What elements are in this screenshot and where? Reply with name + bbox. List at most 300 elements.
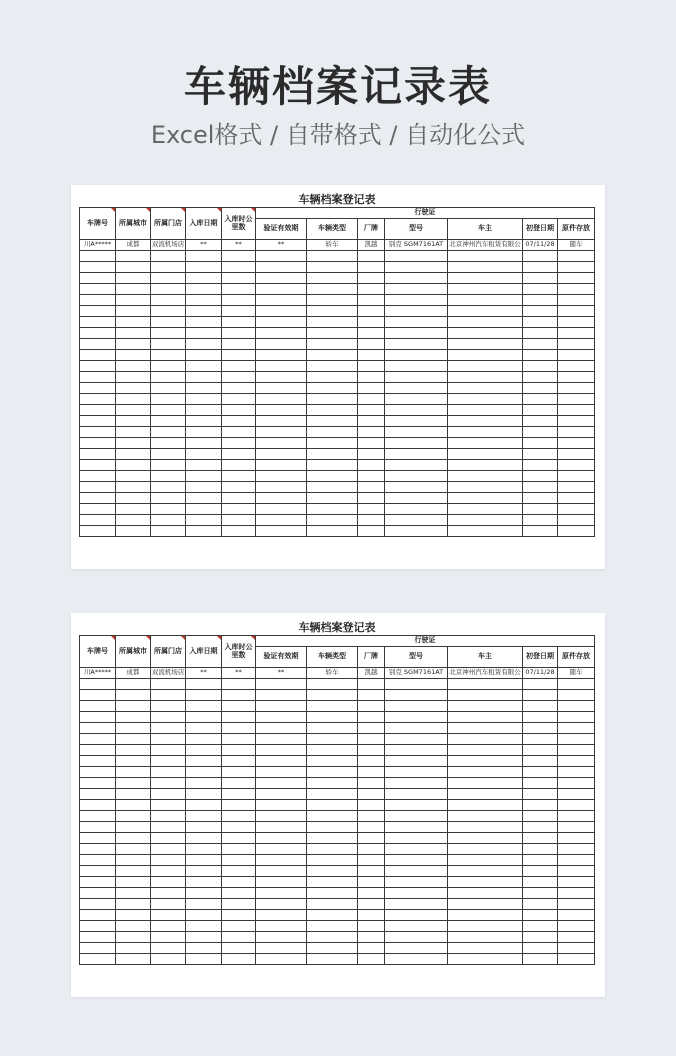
table-cell[interactable] (307, 844, 358, 855)
table-cell[interactable] (385, 690, 448, 701)
table-cell[interactable] (523, 888, 558, 899)
table-cell[interactable] (358, 844, 385, 855)
table-cell[interactable] (116, 515, 151, 526)
table-cell[interactable] (307, 789, 358, 800)
table-cell[interactable] (307, 822, 358, 833)
table-cell[interactable] (448, 350, 523, 361)
table-cell[interactable] (307, 921, 358, 932)
table-cell[interactable] (80, 383, 116, 394)
table-cell[interactable] (256, 954, 307, 965)
table-cell[interactable] (307, 394, 358, 405)
table-cell[interactable] (558, 295, 595, 306)
table-cell[interactable] (448, 493, 523, 504)
table-cell[interactable] (385, 372, 448, 383)
table-cell[interactable] (558, 482, 595, 493)
table-cell[interactable] (358, 811, 385, 822)
table-cell[interactable] (186, 339, 222, 350)
table-cell[interactable] (523, 932, 558, 943)
table-cell[interactable] (256, 361, 307, 372)
table-cell[interactable] (222, 339, 256, 350)
table-cell[interactable] (307, 701, 358, 712)
table-cell[interactable] (385, 712, 448, 723)
table-cell[interactable] (151, 877, 186, 888)
table-cell[interactable] (186, 405, 222, 416)
table-cell[interactable] (186, 328, 222, 339)
table-cell[interactable] (186, 427, 222, 438)
table-cell[interactable] (523, 350, 558, 361)
table-cell[interactable]: 随车 (558, 668, 595, 679)
table-cell[interactable] (448, 416, 523, 427)
table-cell[interactable] (256, 800, 307, 811)
table-cell[interactable] (151, 778, 186, 789)
table-cell[interactable] (358, 943, 385, 954)
table-cell[interactable] (80, 416, 116, 427)
table-cell[interactable] (558, 394, 595, 405)
table-cell[interactable] (116, 723, 151, 734)
table-cell[interactable] (222, 844, 256, 855)
table-cell[interactable] (80, 734, 116, 745)
table-cell[interactable] (385, 811, 448, 822)
table-cell[interactable] (307, 339, 358, 350)
table-cell[interactable] (116, 427, 151, 438)
table-cell[interactable] (385, 723, 448, 734)
table-cell[interactable] (151, 251, 186, 262)
table-cell[interactable] (523, 910, 558, 921)
table-cell[interactable] (80, 504, 116, 515)
table-cell[interactable] (448, 405, 523, 416)
table-cell[interactable] (80, 273, 116, 284)
table-cell[interactable] (116, 471, 151, 482)
table-cell[interactable] (385, 756, 448, 767)
table-cell[interactable] (222, 822, 256, 833)
table-cell[interactable] (358, 822, 385, 833)
table-cell[interactable] (558, 789, 595, 800)
table-cell[interactable] (151, 756, 186, 767)
table-cell[interactable] (80, 778, 116, 789)
table-cell[interactable] (385, 888, 448, 899)
table-cell[interactable] (358, 482, 385, 493)
table-cell[interactable] (558, 877, 595, 888)
table-cell[interactable] (222, 284, 256, 295)
table-cell[interactable] (151, 899, 186, 910)
table-cell[interactable] (80, 262, 116, 273)
table-cell[interactable] (186, 493, 222, 504)
table-cell[interactable] (523, 877, 558, 888)
table-cell[interactable] (80, 339, 116, 350)
table-cell[interactable] (256, 789, 307, 800)
table-cell[interactable] (358, 416, 385, 427)
table-cell[interactable] (116, 526, 151, 537)
table-cell[interactable] (186, 504, 222, 515)
table-cell[interactable] (558, 328, 595, 339)
table-cell[interactable] (307, 482, 358, 493)
table-cell[interactable] (358, 372, 385, 383)
table-cell[interactable] (523, 405, 558, 416)
table-cell[interactable] (307, 877, 358, 888)
table-cell[interactable] (186, 361, 222, 372)
table-cell[interactable] (558, 262, 595, 273)
table-cell[interactable] (222, 745, 256, 756)
table-cell[interactable] (222, 789, 256, 800)
table-cell[interactable] (558, 745, 595, 756)
table-cell[interactable] (558, 306, 595, 317)
table-cell[interactable] (523, 712, 558, 723)
table-cell[interactable] (222, 317, 256, 328)
table-cell[interactable] (151, 284, 186, 295)
table-cell[interactable] (222, 372, 256, 383)
table-cell[interactable] (222, 943, 256, 954)
table-cell[interactable] (186, 800, 222, 811)
table-cell[interactable] (116, 690, 151, 701)
table-cell[interactable] (385, 438, 448, 449)
table-cell[interactable] (385, 943, 448, 954)
table-cell[interactable] (151, 317, 186, 328)
table-cell[interactable] (558, 822, 595, 833)
table-cell[interactable] (256, 504, 307, 515)
table-cell[interactable] (151, 833, 186, 844)
table-cell[interactable] (222, 855, 256, 866)
table-cell[interactable] (358, 899, 385, 910)
table-cell[interactable] (523, 394, 558, 405)
table-cell[interactable] (151, 471, 186, 482)
table-cell[interactable] (256, 372, 307, 383)
table-cell[interactable] (80, 394, 116, 405)
table-cell[interactable] (558, 416, 595, 427)
table-cell[interactable] (523, 273, 558, 284)
table-cell[interactable] (116, 306, 151, 317)
table-cell[interactable] (256, 679, 307, 690)
table-cell[interactable] (151, 921, 186, 932)
table-cell[interactable] (385, 482, 448, 493)
table-cell[interactable] (186, 888, 222, 899)
table-cell[interactable] (523, 943, 558, 954)
table-cell[interactable] (523, 745, 558, 756)
table-cell[interactable] (256, 734, 307, 745)
table-cell[interactable] (558, 515, 595, 526)
table-cell[interactable] (222, 306, 256, 317)
table-cell[interactable] (80, 855, 116, 866)
table-cell[interactable]: 成都 (116, 240, 151, 251)
table-cell[interactable] (523, 767, 558, 778)
table-cell[interactable] (358, 701, 385, 712)
table-cell[interactable] (558, 339, 595, 350)
table-cell[interactable] (186, 822, 222, 833)
table-cell[interactable] (448, 471, 523, 482)
table-cell[interactable] (256, 383, 307, 394)
table-cell[interactable] (151, 273, 186, 284)
table-cell[interactable] (151, 339, 186, 350)
table-cell[interactable] (80, 712, 116, 723)
table-cell[interactable] (358, 460, 385, 471)
table-cell[interactable] (186, 679, 222, 690)
table-cell[interactable] (151, 822, 186, 833)
table-cell[interactable] (256, 416, 307, 427)
table-cell[interactable] (222, 866, 256, 877)
table-cell[interactable] (256, 284, 307, 295)
table-cell[interactable] (256, 427, 307, 438)
table-cell[interactable] (116, 822, 151, 833)
table-cell[interactable] (80, 767, 116, 778)
table-cell[interactable] (448, 756, 523, 767)
table-cell[interactable] (385, 734, 448, 745)
table-cell[interactable]: 07/11/28 (523, 240, 558, 251)
table-cell[interactable] (116, 405, 151, 416)
table-cell[interactable] (358, 471, 385, 482)
table-cell[interactable] (222, 460, 256, 471)
table-cell[interactable] (523, 306, 558, 317)
table-cell[interactable]: 北京神州汽车租赁有限公 (448, 240, 523, 251)
table-cell[interactable] (151, 405, 186, 416)
table-cell[interactable] (151, 943, 186, 954)
table-cell[interactable] (307, 295, 358, 306)
table-cell[interactable] (186, 855, 222, 866)
table-cell[interactable] (385, 383, 448, 394)
table-cell[interactable] (256, 745, 307, 756)
table-cell[interactable] (116, 328, 151, 339)
table-cell[interactable] (116, 438, 151, 449)
table-cell[interactable] (385, 778, 448, 789)
table-cell[interactable] (256, 317, 307, 328)
table-cell[interactable] (358, 284, 385, 295)
table-cell[interactable] (151, 888, 186, 899)
table-cell[interactable]: ** (256, 668, 307, 679)
table-cell[interactable] (151, 449, 186, 460)
table-cell[interactable] (523, 482, 558, 493)
table-cell[interactable] (558, 372, 595, 383)
table-cell[interactable] (151, 932, 186, 943)
table-cell[interactable] (151, 679, 186, 690)
table-cell[interactable] (358, 866, 385, 877)
table-cell[interactable] (151, 789, 186, 800)
table-cell[interactable] (222, 295, 256, 306)
table-cell[interactable] (448, 273, 523, 284)
table-cell[interactable] (307, 745, 358, 756)
table-cell[interactable] (222, 723, 256, 734)
table-cell[interactable] (307, 416, 358, 427)
table-cell[interactable] (307, 317, 358, 328)
table-cell[interactable] (307, 888, 358, 899)
table-cell[interactable] (523, 679, 558, 690)
table-cell[interactable] (256, 855, 307, 866)
table-cell[interactable] (448, 899, 523, 910)
table-cell[interactable] (151, 811, 186, 822)
table-cell[interactable] (256, 712, 307, 723)
table-cell[interactable] (256, 943, 307, 954)
table-cell[interactable] (80, 482, 116, 493)
table-cell[interactable] (385, 328, 448, 339)
table-cell[interactable] (448, 734, 523, 745)
table-cell[interactable] (358, 405, 385, 416)
table-cell[interactable] (448, 449, 523, 460)
table-cell[interactable] (256, 449, 307, 460)
table-cell[interactable] (558, 460, 595, 471)
table-cell[interactable] (80, 449, 116, 460)
table-cell[interactable] (186, 954, 222, 965)
table-cell[interactable] (558, 855, 595, 866)
table-cell[interactable] (256, 877, 307, 888)
table-cell[interactable] (448, 328, 523, 339)
table-cell[interactable] (558, 350, 595, 361)
table-cell[interactable] (307, 679, 358, 690)
table-cell[interactable] (558, 449, 595, 460)
table-cell[interactable] (186, 833, 222, 844)
table-cell[interactable] (358, 438, 385, 449)
table-cell[interactable] (385, 405, 448, 416)
table-cell[interactable] (256, 493, 307, 504)
table-cell[interactable] (448, 372, 523, 383)
table-cell[interactable] (523, 449, 558, 460)
table-cell[interactable]: 随车 (558, 240, 595, 251)
table-cell[interactable] (358, 328, 385, 339)
table-cell[interactable] (116, 273, 151, 284)
table-cell[interactable] (186, 866, 222, 877)
table-cell[interactable] (80, 295, 116, 306)
table-cell[interactable] (358, 855, 385, 866)
table-cell[interactable] (448, 515, 523, 526)
table-cell[interactable] (186, 295, 222, 306)
table-cell[interactable] (558, 284, 595, 295)
table-cell[interactable] (222, 811, 256, 822)
table-cell[interactable] (358, 515, 385, 526)
table-cell[interactable] (558, 701, 595, 712)
table-cell[interactable] (358, 339, 385, 350)
table-cell[interactable] (358, 361, 385, 372)
table-cell[interactable] (186, 932, 222, 943)
table-cell[interactable] (256, 910, 307, 921)
table-cell[interactable] (523, 844, 558, 855)
table-cell[interactable] (256, 405, 307, 416)
table-cell[interactable] (80, 493, 116, 504)
table-cell[interactable] (256, 262, 307, 273)
table-cell[interactable] (558, 899, 595, 910)
table-cell[interactable] (523, 756, 558, 767)
table-cell[interactable] (523, 416, 558, 427)
table-cell[interactable] (558, 251, 595, 262)
table-cell[interactable] (80, 745, 116, 756)
table-cell[interactable] (385, 866, 448, 877)
table-cell[interactable] (80, 800, 116, 811)
table-cell[interactable] (307, 504, 358, 515)
table-cell[interactable] (448, 910, 523, 921)
table-cell[interactable] (151, 866, 186, 877)
table-cell[interactable] (116, 493, 151, 504)
table-cell[interactable] (186, 690, 222, 701)
table-cell[interactable] (80, 515, 116, 526)
table-cell[interactable] (523, 471, 558, 482)
table-cell[interactable] (256, 899, 307, 910)
table-cell[interactable] (558, 811, 595, 822)
table-cell[interactable] (523, 701, 558, 712)
table-cell[interactable] (80, 811, 116, 822)
table-cell[interactable] (385, 921, 448, 932)
table-cell[interactable] (358, 690, 385, 701)
table-cell[interactable] (151, 855, 186, 866)
table-cell[interactable] (385, 493, 448, 504)
table-cell[interactable] (385, 844, 448, 855)
table-cell[interactable] (523, 789, 558, 800)
table-cell[interactable] (307, 328, 358, 339)
table-cell[interactable] (80, 284, 116, 295)
table-cell[interactable] (385, 910, 448, 921)
table-cell[interactable]: 轿车 (307, 240, 358, 251)
table-cell[interactable] (222, 416, 256, 427)
table-cell[interactable] (116, 372, 151, 383)
table-cell[interactable] (80, 438, 116, 449)
table-cell[interactable] (385, 954, 448, 965)
table-cell[interactable] (222, 833, 256, 844)
table-cell[interactable] (307, 383, 358, 394)
table-cell[interactable] (256, 888, 307, 899)
table-cell[interactable] (80, 921, 116, 932)
table-cell[interactable] (256, 251, 307, 262)
table-cell[interactable] (523, 811, 558, 822)
table-cell[interactable] (307, 471, 358, 482)
table-cell[interactable] (307, 350, 358, 361)
table-cell[interactable] (358, 526, 385, 537)
table-cell[interactable] (385, 284, 448, 295)
table-cell[interactable] (558, 800, 595, 811)
table-cell[interactable] (151, 262, 186, 273)
table-cell[interactable] (523, 734, 558, 745)
table-cell[interactable] (448, 284, 523, 295)
table-cell[interactable] (523, 361, 558, 372)
table-cell[interactable] (151, 515, 186, 526)
table-cell[interactable] (385, 855, 448, 866)
table-cell[interactable] (80, 822, 116, 833)
table-cell[interactable] (307, 273, 358, 284)
table-cell[interactable] (523, 778, 558, 789)
table-cell[interactable] (151, 460, 186, 471)
table-cell[interactable] (151, 504, 186, 515)
table-cell[interactable] (358, 306, 385, 317)
table-cell[interactable] (358, 888, 385, 899)
table-cell[interactable]: 川A***** (80, 240, 116, 251)
table-cell[interactable] (448, 833, 523, 844)
table-cell[interactable] (358, 394, 385, 405)
table-cell[interactable] (80, 943, 116, 954)
table-cell[interactable] (151, 701, 186, 712)
table-cell[interactable] (558, 943, 595, 954)
table-cell[interactable] (558, 767, 595, 778)
table-cell[interactable] (222, 405, 256, 416)
table-cell[interactable] (307, 493, 358, 504)
table-cell[interactable] (256, 460, 307, 471)
table-cell[interactable] (358, 745, 385, 756)
table-cell[interactable] (222, 756, 256, 767)
table-cell[interactable] (80, 350, 116, 361)
table-cell[interactable] (256, 471, 307, 482)
table-cell[interactable] (151, 493, 186, 504)
table-cell[interactable] (222, 767, 256, 778)
table-cell[interactable] (80, 888, 116, 899)
table-cell[interactable] (186, 811, 222, 822)
table-cell[interactable] (448, 526, 523, 537)
table-cell[interactable] (523, 493, 558, 504)
table-cell[interactable] (307, 943, 358, 954)
table-cell[interactable] (448, 866, 523, 877)
table-cell[interactable] (358, 317, 385, 328)
table-cell[interactable] (116, 416, 151, 427)
table-cell[interactable] (385, 504, 448, 515)
table-cell[interactable] (186, 910, 222, 921)
table-cell[interactable] (558, 844, 595, 855)
table-cell[interactable] (256, 328, 307, 339)
table-cell[interactable] (222, 262, 256, 273)
table-cell[interactable] (116, 866, 151, 877)
table-cell[interactable] (186, 482, 222, 493)
table-cell[interactable] (307, 438, 358, 449)
table-cell[interactable] (186, 899, 222, 910)
